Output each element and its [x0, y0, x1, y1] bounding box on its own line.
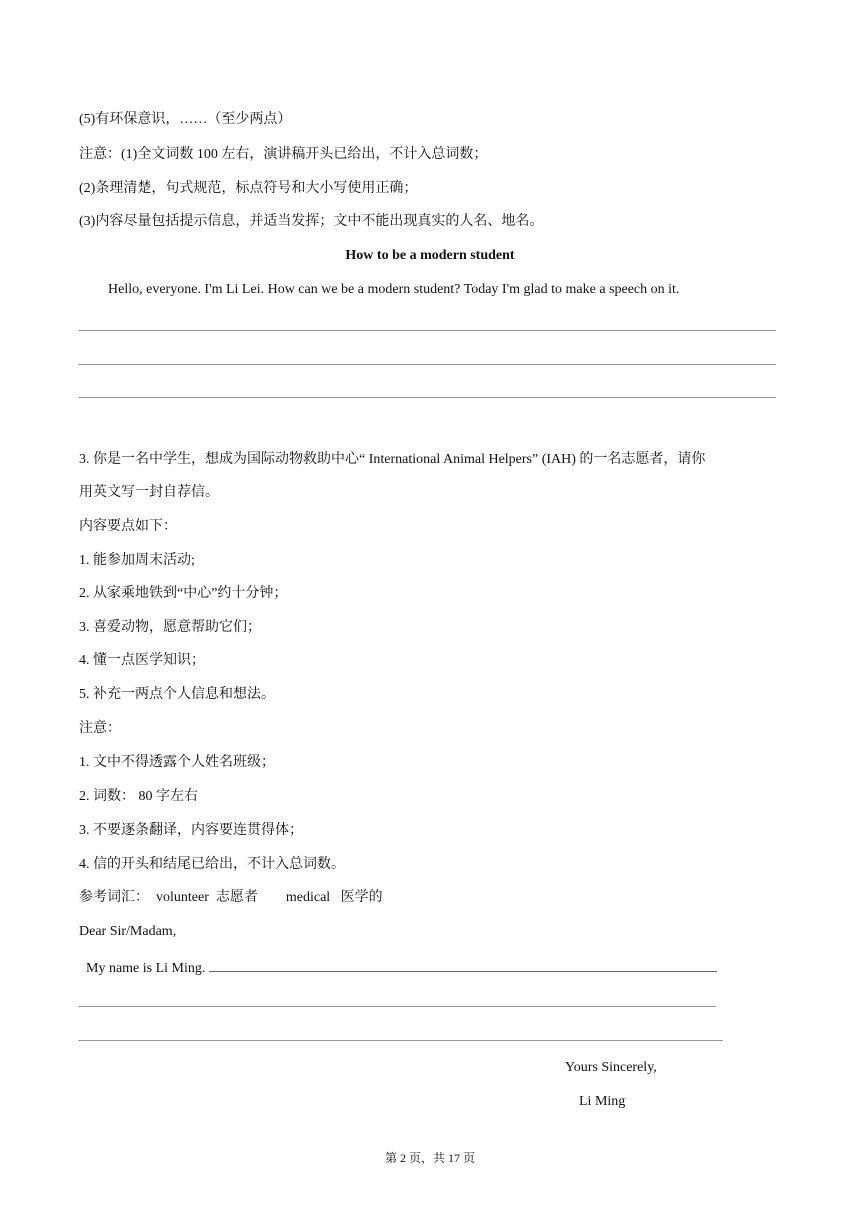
point-item: 5. 补充一两点个人信息和想法。: [79, 687, 275, 702]
point-item: 1. 能参加周末活动;: [79, 553, 195, 568]
speech-title: How to be a modern student: [345, 248, 515, 263]
letter-first-line: [86, 957, 717, 977]
task2-note-1: 注意：(1)全文词数 100 左右，演讲稿开头已给出，不计入总词数；: [79, 147, 488, 162]
task3-prompt-line-2: 用英文写一封自荐信。: [79, 485, 219, 500]
notes-heading: 注意：: [79, 721, 121, 736]
task2-point-5: (5)有环保意识，……（至少两点）: [79, 112, 292, 127]
points-heading: 内容要点如下：: [79, 519, 177, 534]
letter-start: My name is Li Ming.: [86, 961, 206, 976]
point-item: 4. 懂一点医学知识；: [79, 653, 205, 668]
point-item: 3. 喜爱动物，愿意帮助它们；: [79, 620, 261, 635]
note-item: 2. 词数： 80 字左右: [79, 789, 198, 804]
note-item: 3. 不要逐条翻译，内容要连贯得体；: [79, 823, 303, 838]
speech-opening: Hello, everyone. I'm Li Lei. How can we be a modern student? Today I'm glad to make a speech on it.: [108, 282, 680, 297]
letter-closing: Yours Sincerely,: [565, 1060, 657, 1075]
answer-line: [78, 397, 776, 398]
note-item: 1. 文中不得透露个人姓名班级；: [79, 755, 275, 770]
task2-note-3: (3)内容尽量包括提示信息，并适当发挥；文中不能出现真实的人名、地名。: [79, 214, 544, 229]
answer-line: [78, 330, 776, 331]
task2-note-2: (2)条理清楚，句式规范，标点符号和大小写使用正确；: [79, 181, 418, 196]
letter-salutation: Dear Sir/Madam,: [79, 924, 177, 939]
point-item: 2. 从家乘地铁到“中心”约十分钟；: [79, 586, 288, 601]
page-number: 第 2 页，共 17 页: [384, 1151, 475, 1165]
answer-line: [78, 364, 776, 365]
note-item: 4. 信的开头和结尾已给出，不计入总词数。: [79, 857, 345, 872]
vocabulary-hint: 参考词汇： volunteer 志愿者 medical 医学的: [79, 890, 383, 905]
answer-line: [78, 1006, 716, 1007]
task3-prompt-line-1: 3. 你是一名中学生，想成为国际动物救助中心“ International Animal Helpers” (IAH) 的一名志愿者，请你: [79, 452, 706, 467]
answer-line: [78, 1040, 723, 1041]
answer-blank: [209, 957, 717, 972]
letter-signature: Li Ming: [579, 1094, 626, 1109]
